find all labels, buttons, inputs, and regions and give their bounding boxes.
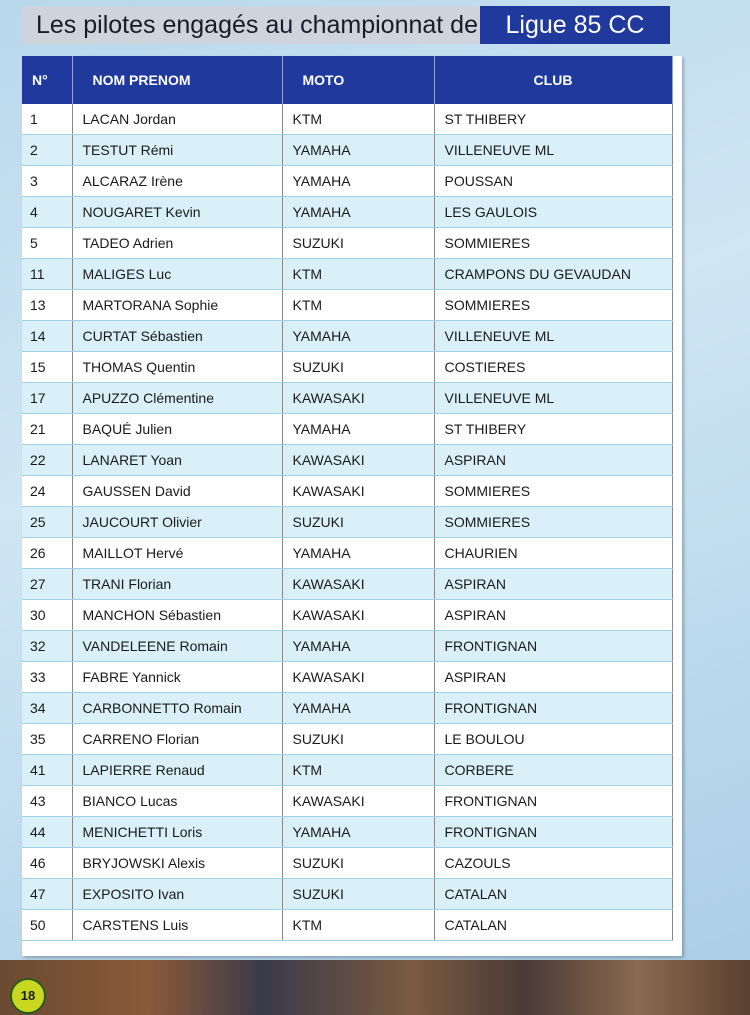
cell-moto: YAMAHA <box>282 197 434 228</box>
cell-club: SOMMIERES <box>434 290 672 321</box>
cell-name: JAUCOURT Olivier <box>72 507 282 538</box>
cell-num: 47 <box>22 879 72 910</box>
table-row <box>22 259 672 290</box>
cell-name: CARBONNETTO Romain <box>72 693 282 724</box>
cell-num: 3 <box>22 166 72 197</box>
cell-moto: SUZUKI <box>282 507 434 538</box>
cell-name: VANDELEENE Romain <box>72 631 282 662</box>
cell-num: 41 <box>22 755 72 786</box>
cell-num: 50 <box>22 910 72 941</box>
cell-num: 13 <box>22 290 72 321</box>
table-row <box>22 724 672 755</box>
cell-name: CARSTENS Luis <box>72 910 282 941</box>
pilots-table-container <box>22 56 682 956</box>
cell-moto: YAMAHA <box>282 135 434 166</box>
table-row <box>22 321 672 352</box>
cell-moto: KAWASAKI <box>282 662 434 693</box>
cell-club: LES GAULOIS <box>434 197 672 228</box>
cell-moto: KTM <box>282 259 434 290</box>
cell-name: CURTAT Sébastien <box>72 321 282 352</box>
cell-num: 32 <box>22 631 72 662</box>
table-row <box>22 383 672 414</box>
cell-name: MENICHETTI Loris <box>72 817 282 848</box>
cell-club: ST THIBERY <box>434 414 672 445</box>
cell-num: 34 <box>22 693 72 724</box>
cell-moto: YAMAHA <box>282 631 434 662</box>
cell-name: FABRE Yannick <box>72 662 282 693</box>
header-name: NOM PRENOM <box>72 56 282 104</box>
cell-moto: KAWASAKI <box>282 383 434 414</box>
cell-name: BIANCO Lucas <box>72 786 282 817</box>
cell-club: ASPIRAN <box>434 600 672 631</box>
header-num: N° <box>22 56 72 104</box>
table-row <box>22 569 672 600</box>
cell-num: 4 <box>22 197 72 228</box>
table-row <box>22 755 672 786</box>
cell-name: GAUSSEN David <box>72 476 282 507</box>
cell-num: 46 <box>22 848 72 879</box>
cell-moto: KAWASAKI <box>282 786 434 817</box>
table-row <box>22 166 672 197</box>
cell-name: TRANI Florian <box>72 569 282 600</box>
table-row <box>22 476 672 507</box>
cell-num: 33 <box>22 662 72 693</box>
cell-name: BRYJOWSKI Alexis <box>72 848 282 879</box>
table-row <box>22 104 672 135</box>
cell-moto: YAMAHA <box>282 321 434 352</box>
table-row <box>22 662 672 693</box>
cell-num: 14 <box>22 321 72 352</box>
cell-num: 24 <box>22 476 72 507</box>
cell-name: CARRENO Florian <box>72 724 282 755</box>
cell-name: BAQUÉ Julien <box>72 414 282 445</box>
cell-club: LE BOULOU <box>434 724 672 755</box>
cell-club: CRAMPONS DU GEVAUDAN <box>434 259 672 290</box>
table-row <box>22 290 672 321</box>
cell-moto: KAWASAKI <box>282 445 434 476</box>
cell-name: LACAN Jordan <box>72 104 282 135</box>
cell-num: 26 <box>22 538 72 569</box>
cell-moto: KAWASAKI <box>282 600 434 631</box>
cell-name: LAPIERRE Renaud <box>72 755 282 786</box>
table-row <box>22 414 672 445</box>
cell-moto: SUZUKI <box>282 848 434 879</box>
cell-club: CAZOULS <box>434 848 672 879</box>
cell-club: SOMMIERES <box>434 228 672 259</box>
cell-moto: KAWASAKI <box>282 476 434 507</box>
table-row <box>22 817 672 848</box>
cell-club: ASPIRAN <box>434 569 672 600</box>
cell-moto: SUZUKI <box>282 352 434 383</box>
cell-club: ASPIRAN <box>434 445 672 476</box>
cell-club: COSTIERES <box>434 352 672 383</box>
table-row <box>22 197 672 228</box>
cell-num: 25 <box>22 507 72 538</box>
cell-moto: KTM <box>282 104 434 135</box>
cell-club: VILLENEUVE ML <box>434 135 672 166</box>
table-row <box>22 693 672 724</box>
cell-name: THOMAS Quentin <box>72 352 282 383</box>
cell-num: 2 <box>22 135 72 166</box>
cell-num: 44 <box>22 817 72 848</box>
cell-moto: YAMAHA <box>282 693 434 724</box>
cell-moto: KTM <box>282 290 434 321</box>
table-row <box>22 538 672 569</box>
table-row <box>22 879 672 910</box>
photo-strip <box>0 960 750 1015</box>
cell-num: 15 <box>22 352 72 383</box>
cell-moto: KTM <box>282 755 434 786</box>
cell-moto: SUZUKI <box>282 879 434 910</box>
cell-name: APUZZO Clémentine <box>72 383 282 414</box>
cell-moto: YAMAHA <box>282 166 434 197</box>
table-row <box>22 352 672 383</box>
cell-club: CORBERE <box>434 755 672 786</box>
cell-num: 17 <box>22 383 72 414</box>
cell-num: 1 <box>22 104 72 135</box>
cell-club: VILLENEUVE ML <box>434 321 672 352</box>
cell-name: MAILLOT Hervé <box>72 538 282 569</box>
cell-name: MALIGES Luc <box>72 259 282 290</box>
cell-name: NOUGARET Kevin <box>72 197 282 228</box>
cell-club: CHAURIEN <box>434 538 672 569</box>
cell-club: CATALAN <box>434 879 672 910</box>
cell-num: 11 <box>22 259 72 290</box>
table-row <box>22 507 672 538</box>
cell-club: FRONTIGNAN <box>434 693 672 724</box>
cell-moto: YAMAHA <box>282 817 434 848</box>
cell-num: 22 <box>22 445 72 476</box>
table-row <box>22 228 672 259</box>
cell-club: FRONTIGNAN <box>434 631 672 662</box>
table-body <box>22 104 672 941</box>
league-title: Ligue 85 CC <box>480 6 670 44</box>
cell-club: SOMMIERES <box>434 507 672 538</box>
table-row <box>22 786 672 817</box>
cell-name: MARTORANA Sophie <box>72 290 282 321</box>
cell-num: 5 <box>22 228 72 259</box>
cell-name: ALCARAZ Irène <box>72 166 282 197</box>
cell-club: POUSSAN <box>434 166 672 197</box>
cell-num: 30 <box>22 600 72 631</box>
page-title: Les pilotes engagés au championnat de <box>22 6 480 44</box>
cell-name: TADEO Adrien <box>72 228 282 259</box>
cell-club: SOMMIERES <box>434 476 672 507</box>
cell-moto: KAWASAKI <box>282 569 434 600</box>
cell-num: 43 <box>22 786 72 817</box>
cell-club: ST THIBERY <box>434 104 672 135</box>
page-number-badge: 18 <box>10 978 46 1014</box>
pilots-table <box>22 56 673 941</box>
cell-name: MANCHON Sébastien <box>72 600 282 631</box>
table-row <box>22 910 672 941</box>
cell-name: LANARET Yoan <box>72 445 282 476</box>
table-row <box>22 631 672 662</box>
cell-club: VILLENEUVE ML <box>434 383 672 414</box>
table-row <box>22 848 672 879</box>
cell-num: 27 <box>22 569 72 600</box>
cell-club: CATALAN <box>434 910 672 941</box>
cell-name: TESTUT Rémi <box>72 135 282 166</box>
title-bar <box>22 6 670 44</box>
cell-moto: YAMAHA <box>282 538 434 569</box>
header-moto: MOTO <box>282 56 434 104</box>
header-club: CLUB <box>434 56 672 104</box>
table-row <box>22 445 672 476</box>
cell-name: EXPOSITO Ivan <box>72 879 282 910</box>
cell-club: ASPIRAN <box>434 662 672 693</box>
cell-moto: SUZUKI <box>282 228 434 259</box>
cell-moto: YAMAHA <box>282 414 434 445</box>
cell-moto: SUZUKI <box>282 724 434 755</box>
cell-num: 21 <box>22 414 72 445</box>
table-header-row <box>22 56 672 104</box>
cell-moto: KTM <box>282 910 434 941</box>
cell-club: FRONTIGNAN <box>434 817 672 848</box>
cell-club: FRONTIGNAN <box>434 786 672 817</box>
cell-num: 35 <box>22 724 72 755</box>
table-row <box>22 600 672 631</box>
table-row <box>22 135 672 166</box>
